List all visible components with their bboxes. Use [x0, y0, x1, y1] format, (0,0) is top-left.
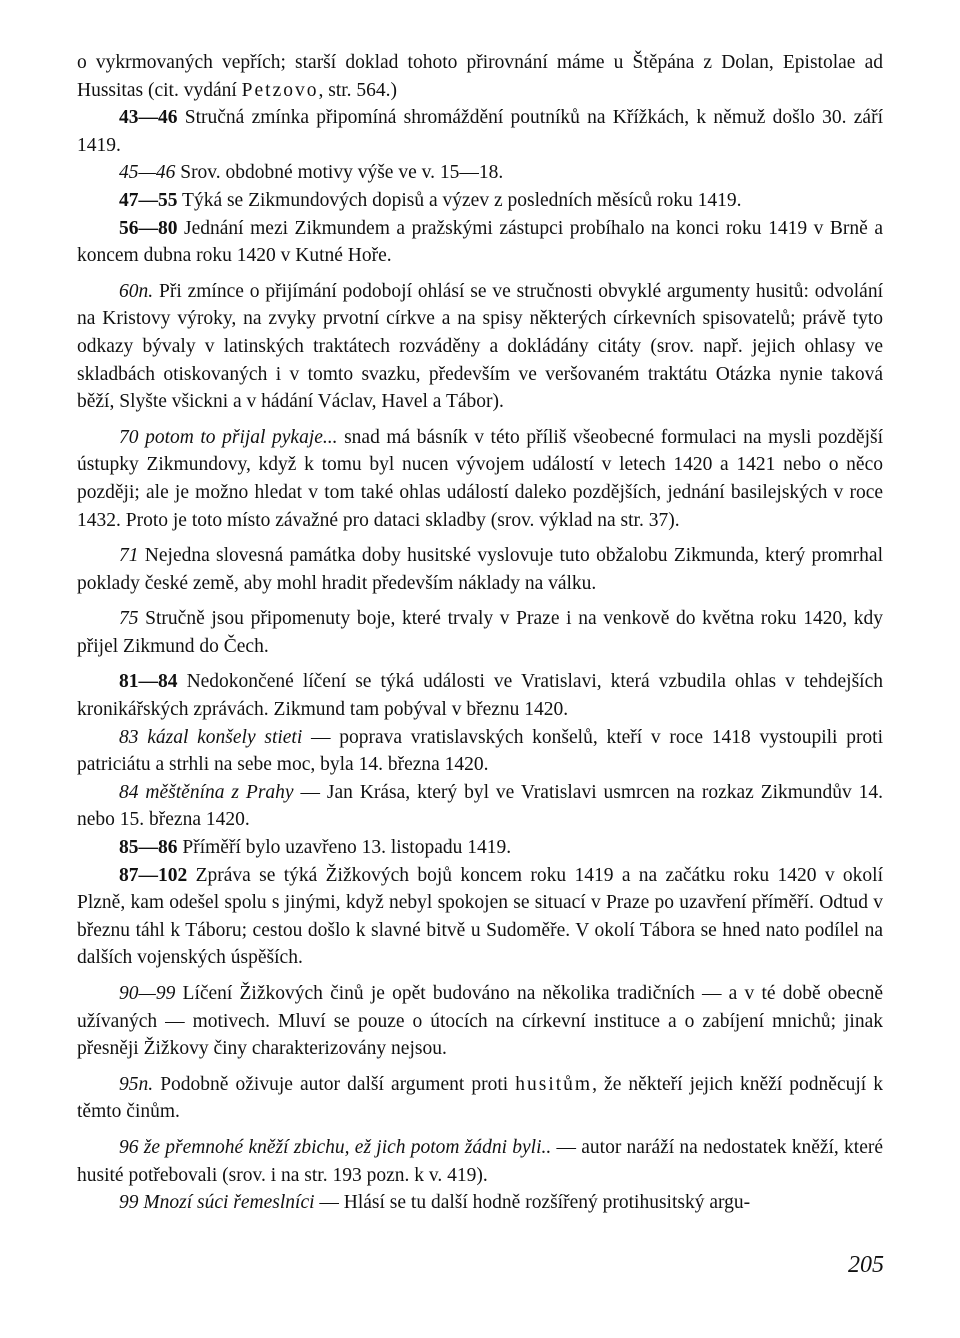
- note-75: [77, 605, 883, 660]
- lemma: kázal konšely stieti: [147, 726, 303, 748]
- note-text: Srov. obdobné motivy výše ve v. 15—18.: [180, 162, 504, 184]
- note-90-99: [77, 980, 883, 1063]
- note-text: Nejedna slovesná památka doby husitské vyslovuje tuto obžalobu Zikmunda, který promrhal poklady české země, aby mohl hradit především náklady na válku.: [77, 545, 883, 594]
- note-96: [77, 1134, 883, 1189]
- note-87-102: [77, 862, 883, 972]
- note-text: — poprava vratislavských konšelů, kteří v roce 1418 vystoupili proti patriciátu a strhli na sebe moc, byla 14. března 1420.: [77, 726, 884, 776]
- verse-reference: 99: [119, 1192, 139, 1214]
- paragraph-continuation: [77, 49, 883, 104]
- note-text: — autor naráží na nedostatek kněží, které husité potřebovali (srov. i na str. 193 pozn. k v. 419).: [77, 1136, 884, 1186]
- verse-reference: 75: [119, 608, 139, 630]
- verse-reference: 43—46: [119, 107, 178, 129]
- note-text: Při zmínce o přijímání podobojí ohlásí se ve stručnosti obvyklé argumenty husitů: odvolání na Kristovy výroky, na zvyky prvotní církve a na spisy některých církevních spisovatelů; právě tyto odkazy bývaly v latinských traktátech rozváděny a dokládány citáty (srov. např. jejich ohlasy ve skladbách otiskovaných i v tomto svazku, především ve veršovaném traktátu Otázka nynie taková běží, Slyšte všickni a v hádání Václav, Havel a Tábor).: [77, 280, 884, 413]
- lemma: Mnozí súci řemeslníci: [143, 1192, 315, 1214]
- note-84: [77, 779, 883, 834]
- note-60n: [77, 278, 883, 416]
- note-text: , že někteří jejich kněží podněcují k těmto činům.: [77, 1073, 883, 1123]
- lemma: že přemnohé kněží zbichu, ež jich potom žádni byli..: [143, 1136, 552, 1158]
- paragraph-text: o vykrmovaných vepřích; starší doklad tohoto přirovnání máme u Štěpána z Dolan, Epistolae ad Hussitas (cit. vydání: [77, 52, 883, 101]
- verse-reference: 81—84: [119, 671, 178, 693]
- verse-reference: 70: [119, 426, 139, 448]
- note-70: [77, 424, 883, 534]
- note-text: Nedokončené líčení se týká události ve Vratislavi, která vzbudila ohlas v tehdejších kronikářských zprávách. Zikmund tam pobýval v březnu 1420.: [77, 671, 883, 721]
- note-text: — Hlásí se tu další hodně rozšířený protihusitský argu-: [319, 1192, 751, 1214]
- note-text: Líčení Žižkových činů je opět budováno na několika tradičních — a v té době obecně užívaných — motivech. Mluví se pouze o útocích na církevní instituce a o zabíjení mnichů; jinak přesněji Žižkovy činy charakterizovány nejsou.: [77, 983, 883, 1060]
- verse-reference: 95n.: [119, 1073, 154, 1095]
- note-45-46: [77, 159, 883, 187]
- lemma: potom to přijal pykaje...: [145, 426, 338, 448]
- verse-reference: 83: [119, 726, 139, 748]
- lemma: měštěnína z Prahy: [145, 781, 294, 803]
- note-text: Týká se Zikmundových dopisů a výzev z posledních měsíců roku 1419.: [182, 189, 742, 211]
- note-text: snad má básník v této příliš všeobecné formulaci na mysli pozdější ústupky Zikmundovy, když k tomu byl nucen vývojem událostí v letech 1420 a 1421 nebo o něco později; ale je možno hledat v tom také ohlas událostí daleko pozdějších, jednání basilejských v roce 1432. Proto je toto místo závažné pro dataci skladby (srov. výklad na str. 37).: [77, 426, 883, 531]
- spaced-name: Petzovo: [241, 79, 319, 101]
- note-95n: [77, 1071, 883, 1126]
- note-85-86: [77, 834, 883, 862]
- verse-reference: 56—80: [119, 217, 178, 239]
- note-text: — Jan Krása, který byl ve Vratislavi usmrcen na rozkaz Zikmundův 14. nebo 15. března 1420.: [77, 781, 884, 831]
- verse-reference: 85—86: [119, 837, 178, 859]
- note-text: Stručně jsou připomenuty boje, které trvaly v Praze i na venkově do května roku 1420, kdy přijel Zikmund do Čech.: [77, 608, 883, 657]
- verse-reference: 96: [119, 1136, 139, 1158]
- page-number: 205: [848, 1252, 884, 1278]
- verse-reference: 90—99: [119, 983, 176, 1004]
- verse-reference: 71: [119, 545, 139, 567]
- note-text: Příměří bylo uzavřeno 13. listopadu 1419.: [182, 837, 512, 859]
- note-83: [77, 724, 883, 779]
- verse-reference: 84: [119, 781, 139, 803]
- note-47-55: [77, 187, 883, 215]
- note-43-46: [77, 104, 883, 159]
- note-text: Podobně oživuje autor další argument proti: [160, 1073, 516, 1095]
- note-81-84: [77, 668, 883, 723]
- spaced-word: husitům: [515, 1073, 593, 1095]
- verse-reference: 47—55: [119, 189, 178, 211]
- note-text: Stručná zmínka připomíná shromáždění poutníků na Křížkách, k němuž došlo 30. září 1419.: [77, 107, 884, 156]
- note-text: Jednání mezi Zikmundem a pražskými zástupci probíhalo na konci roku 1419 v Brně a koncem dubna roku 1420 v Kutné Hoře.: [77, 217, 883, 267]
- verse-reference: 45—46: [119, 162, 176, 184]
- note-71: [77, 542, 883, 597]
- note-56-80: [77, 215, 883, 270]
- paragraph-text: , str. 564.): [318, 79, 398, 101]
- note-text: Zpráva se týká Žižkových bojů koncem roku 1419 a na začátku roku 1420 v okolí Plzně, kam odešel spolu s jinými, když nebyl spokojen se situací v Praze po uzavření příměří. Odtud v březnu táhl k Táboru; cestou došlo k slavné bitvě u Sudoměře. V okolí Tábora se hned nato podílel na dalších vojenských úspěších.: [77, 864, 883, 969]
- commentary-page: [77, 49, 883, 1217]
- verse-reference: 87—102: [119, 864, 188, 886]
- verse-reference: 60n.: [119, 280, 154, 302]
- note-99: [77, 1189, 883, 1217]
